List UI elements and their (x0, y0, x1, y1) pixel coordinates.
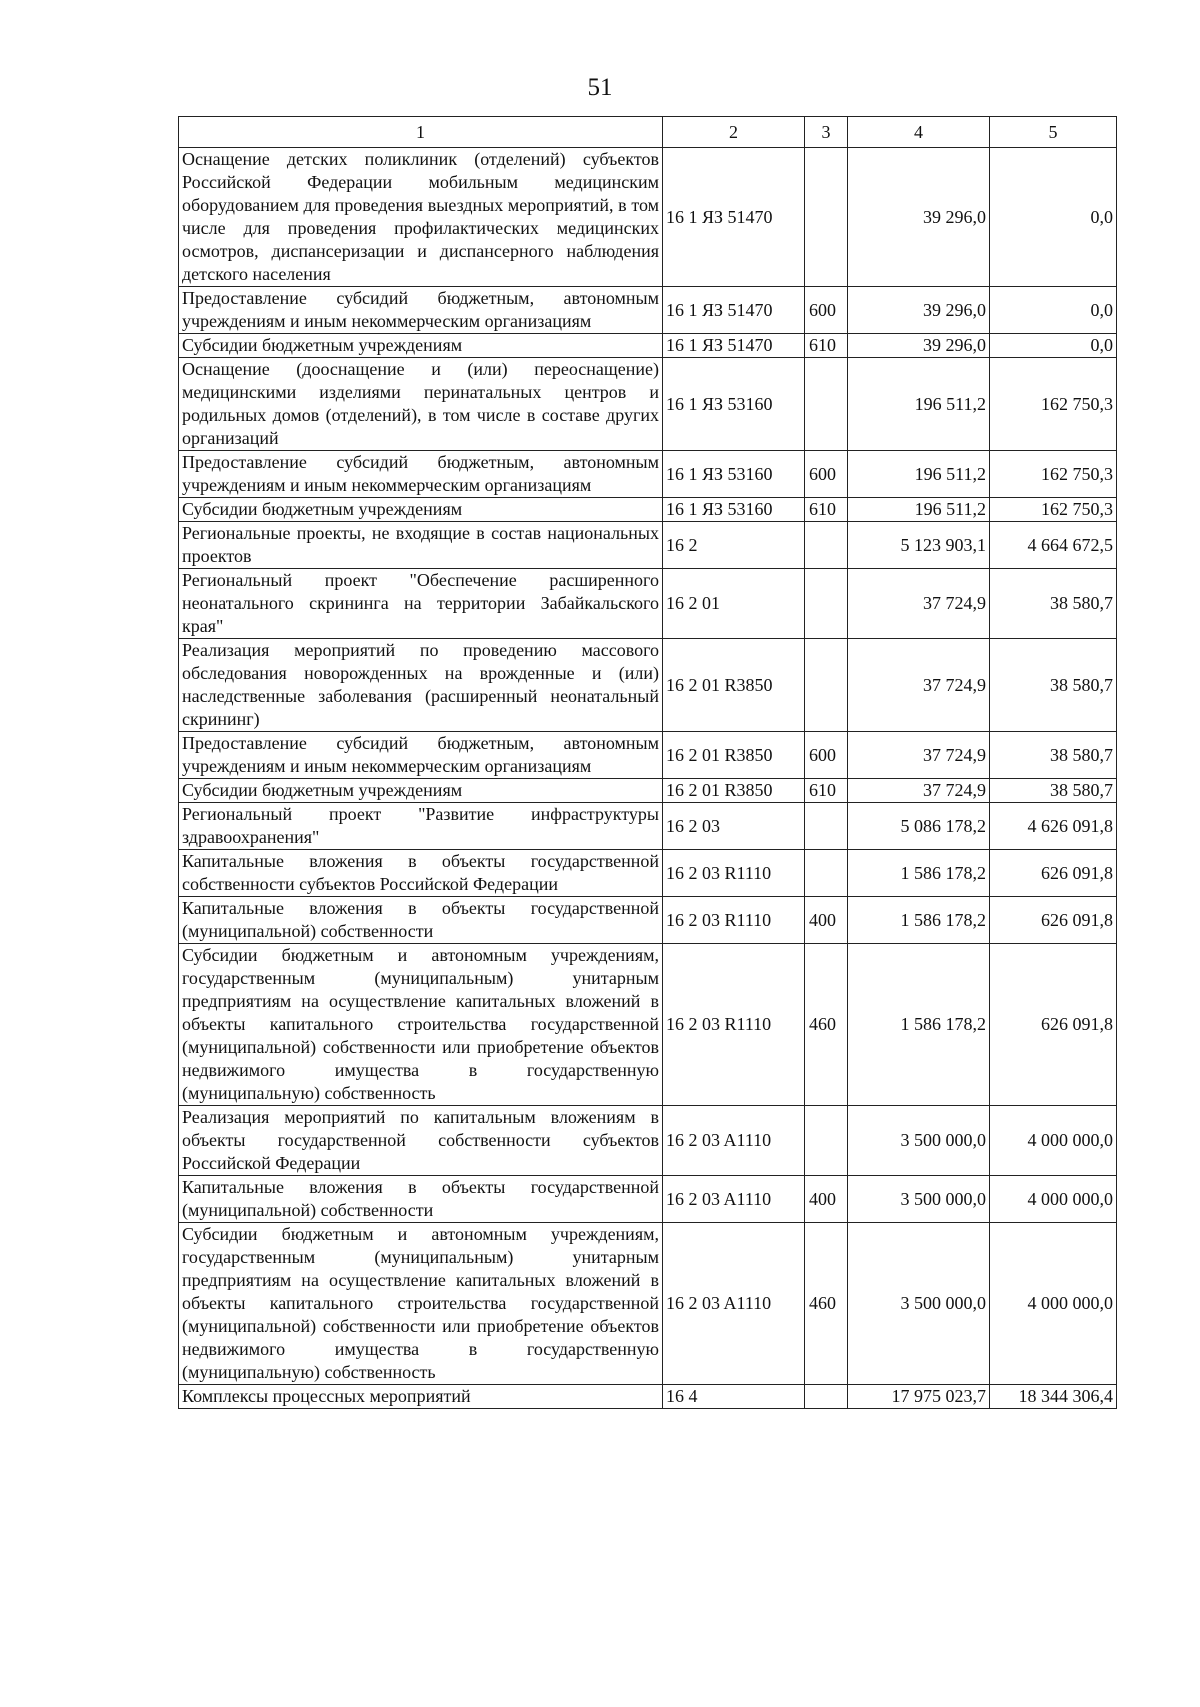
item-name-cell: Субсидии бюджетным и автономным учреждениям, государственным (муниципальным) унитарным предприятиям на осуществление капитальных вложений в объекты капитального строительства государственной (муниципальной) собственности или приобретение объектов недвижимого имущества в государственную (муниципальную) собственность (179, 1223, 663, 1385)
amount-cell: 37 724,9 (848, 779, 990, 803)
table-row (179, 850, 1117, 897)
expense-type-cell (805, 569, 848, 639)
amount-cell: 5 086 178,2 (848, 803, 990, 850)
amount-cell: 1 586 178,2 (848, 897, 990, 944)
code-cell: 16 1 ЯЗ 53160 (663, 498, 805, 522)
expense-type-cell: 600 (805, 287, 848, 334)
item-name-cell: Реализация мероприятий по капитальным вложениям в объекты государственной собственности субъектов Российской Федерации (179, 1106, 663, 1176)
code-cell: 16 2 03 (663, 803, 805, 850)
amount-cell: 196 511,2 (848, 358, 990, 451)
item-name-cell: Комплексы процессных мероприятий (179, 1385, 663, 1409)
amount-cell: 3 500 000,0 (848, 1176, 990, 1223)
column-header: 5 (990, 117, 1117, 148)
code-cell: 16 2 03 A1110 (663, 1106, 805, 1176)
amount-cell: 4 000 000,0 (990, 1106, 1117, 1176)
amount-cell: 3 500 000,0 (848, 1223, 990, 1385)
amount-cell: 38 580,7 (990, 779, 1117, 803)
amount-cell: 626 091,8 (990, 897, 1117, 944)
amount-cell: 196 511,2 (848, 498, 990, 522)
code-cell: 16 2 03 R1110 (663, 897, 805, 944)
amount-cell: 162 750,3 (990, 498, 1117, 522)
amount-cell: 37 724,9 (848, 732, 990, 779)
amount-cell: 162 750,3 (990, 358, 1117, 451)
amount-cell: 1 586 178,2 (848, 850, 990, 897)
item-name-cell: Региональный проект "Развитие инфраструктуры здравоохранения" (179, 803, 663, 850)
amount-cell: 4 000 000,0 (990, 1176, 1117, 1223)
amount-cell: 0,0 (990, 287, 1117, 334)
item-name-cell: Субсидии бюджетным и автономным учреждениям, государственным (муниципальным) унитарным предприятиям на осуществление капитальных вложений в объекты капитального строительства государственной (муниципальной) собственности или приобретение объектов недвижимого имущества в государственную (муниципальную) собственность (179, 944, 663, 1106)
table-row (179, 1176, 1117, 1223)
expense-type-cell: 400 (805, 1176, 848, 1223)
code-cell: 16 2 03 R1110 (663, 850, 805, 897)
code-cell: 16 2 01 R3850 (663, 732, 805, 779)
column-header: 3 (805, 117, 848, 148)
amount-cell: 5 123 903,1 (848, 522, 990, 569)
amount-cell: 38 580,7 (990, 639, 1117, 732)
amount-cell: 162 750,3 (990, 451, 1117, 498)
item-name-cell: Региональные проекты, не входящие в состав национальных проектов (179, 522, 663, 569)
table-row (179, 358, 1117, 451)
code-cell: 16 2 03 R1110 (663, 944, 805, 1106)
code-cell: 16 2 (663, 522, 805, 569)
code-cell: 16 2 01 R3850 (663, 639, 805, 732)
expense-type-cell: 610 (805, 498, 848, 522)
expense-type-cell (805, 1106, 848, 1176)
expense-type-cell (805, 358, 848, 451)
column-header: 4 (848, 117, 990, 148)
expense-type-cell (805, 803, 848, 850)
code-cell: 16 1 ЯЗ 51470 (663, 148, 805, 287)
table-header-row (179, 117, 1117, 148)
column-header: 2 (663, 117, 805, 148)
amount-cell: 37 724,9 (848, 569, 990, 639)
item-name-cell: Капитальные вложения в объекты государственной собственности субъектов Российской Федерации (179, 850, 663, 897)
item-name-cell: Капитальные вложения в объекты государственной (муниципальной) собственности (179, 897, 663, 944)
amount-cell: 626 091,8 (990, 944, 1117, 1106)
table-row (179, 1106, 1117, 1176)
item-name-cell: Оснащение детских поликлиник (отделений) субъектов Российской Федерации мобильным медицинским оборудованием для проведения выездных мероприятий, в том числе для проведения профилактических медицинских осмотров, диспансеризации и диспансерного наблюдения детского населения (179, 148, 663, 287)
code-cell: 16 1 ЯЗ 51470 (663, 334, 805, 358)
code-cell: 16 2 01 R3850 (663, 779, 805, 803)
item-name-cell: Предоставление субсидий бюджетным, автономным учреждениям и иным некоммерческим организациям (179, 451, 663, 498)
table-row (179, 1385, 1117, 1409)
code-cell: 16 4 (663, 1385, 805, 1409)
expense-type-cell (805, 522, 848, 569)
table-row (179, 569, 1117, 639)
item-name-cell: Региональный проект "Обеспечение расширенного неонатального скрининга на территории Забайкальского края" (179, 569, 663, 639)
expense-type-cell: 610 (805, 334, 848, 358)
item-name-cell: Предоставление субсидий бюджетным, автономным учреждениям и иным некоммерческим организациям (179, 732, 663, 779)
amount-cell: 4 626 091,8 (990, 803, 1117, 850)
expense-type-cell (805, 850, 848, 897)
expense-type-cell: 460 (805, 1223, 848, 1385)
table-row (179, 287, 1117, 334)
item-name-cell: Реализация мероприятий по проведению массового обследования новорожденных на врожденные и (или) наследственные заболевания (расширенный неонатальный скрининг) (179, 639, 663, 732)
amount-cell: 39 296,0 (848, 334, 990, 358)
item-name-cell: Капитальные вложения в объекты государственной (муниципальной) собственности (179, 1176, 663, 1223)
item-name-cell: Предоставление субсидий бюджетным, автономным учреждениям и иным некоммерческим организациям (179, 287, 663, 334)
amount-cell: 196 511,2 (848, 451, 990, 498)
code-cell: 16 1 ЯЗ 53160 (663, 358, 805, 451)
code-cell: 16 1 ЯЗ 51470 (663, 287, 805, 334)
amount-cell: 0,0 (990, 148, 1117, 287)
code-cell: 16 2 03 A1110 (663, 1176, 805, 1223)
amount-cell: 18 344 306,4 (990, 1385, 1117, 1409)
expense-type-cell: 600 (805, 451, 848, 498)
table-row (179, 1223, 1117, 1385)
amount-cell: 39 296,0 (848, 148, 990, 287)
code-cell: 16 1 ЯЗ 53160 (663, 451, 805, 498)
expense-type-cell: 400 (805, 897, 848, 944)
item-name-cell: Оснащение (дооснащение и (или) переоснащение) медицинскими изделиями перинатальных центров и родильных домов (отделений), в том числе в составе других организаций (179, 358, 663, 451)
table-row (179, 522, 1117, 569)
item-name-cell: Субсидии бюджетным учреждениям (179, 779, 663, 803)
amount-cell: 3 500 000,0 (848, 1106, 990, 1176)
table-row (179, 944, 1117, 1106)
page-number: 51 (587, 74, 613, 101)
budget-table (178, 116, 1117, 1409)
table-row (179, 451, 1117, 498)
code-cell: 16 2 01 (663, 569, 805, 639)
table-row (179, 498, 1117, 522)
item-name-cell: Субсидии бюджетным учреждениям (179, 334, 663, 358)
amount-cell: 4 000 000,0 (990, 1223, 1117, 1385)
table-row (179, 897, 1117, 944)
expense-type-cell (805, 1385, 848, 1409)
expense-type-cell: 460 (805, 944, 848, 1106)
amount-cell: 38 580,7 (990, 732, 1117, 779)
table-row (179, 148, 1117, 287)
amount-cell: 39 296,0 (848, 287, 990, 334)
amount-cell: 38 580,7 (990, 569, 1117, 639)
table-row (179, 779, 1117, 803)
column-header: 1 (179, 117, 663, 148)
amount-cell: 4 664 672,5 (990, 522, 1117, 569)
amount-cell: 626 091,8 (990, 850, 1117, 897)
table-row (179, 803, 1117, 850)
code-cell: 16 2 03 A1110 (663, 1223, 805, 1385)
table-row (179, 732, 1117, 779)
amount-cell: 17 975 023,7 (848, 1385, 990, 1409)
table-row (179, 334, 1117, 358)
amount-cell: 0,0 (990, 334, 1117, 358)
amount-cell: 37 724,9 (848, 639, 990, 732)
amount-cell: 1 586 178,2 (848, 944, 990, 1106)
item-name-cell: Субсидии бюджетным учреждениям (179, 498, 663, 522)
expense-type-cell (805, 148, 848, 287)
table-row (179, 639, 1117, 732)
expense-type-cell: 600 (805, 732, 848, 779)
expense-type-cell: 610 (805, 779, 848, 803)
expense-type-cell (805, 639, 848, 732)
